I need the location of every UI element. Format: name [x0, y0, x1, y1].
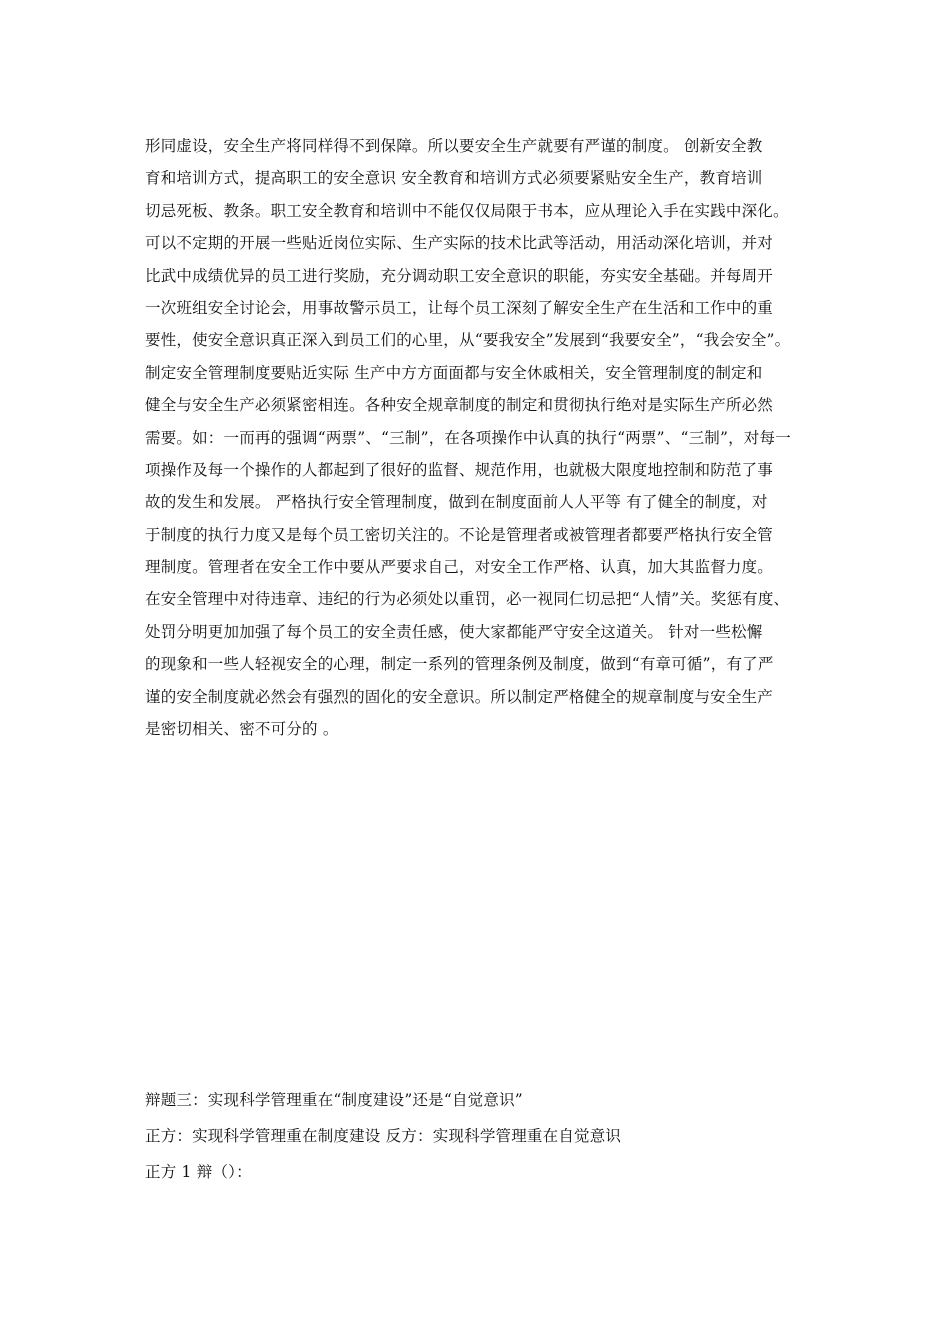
text-line: 谨的安全制度就必然会有强烈的固化的安全意识。所以制定严格健全的规章制度与安全生产	[145, 687, 774, 706]
text-line: 需要。如：一而再的强调“两票”、“三制”，在各项操作中认真的执行“两票”、“三制”，对每一	[145, 428, 791, 447]
text-line: 比武中成绩优异的员工进行奖励，充分调动职工安全意识的职能，夯实安全基础。并每周开	[145, 266, 774, 285]
text-line: 要性，使安全意识真正深入到员工们的心里，从“要我安全”发展到“我要安全”，“我会安全”。	[145, 331, 791, 350]
text-line: 健全与安全生产必须紧密相连。各种安全规章制度的制定和贯彻执行绝对是实际生产所必然	[145, 396, 774, 415]
text-line: 切忌死板、教条。职工安全教育和培训中不能仅仅局限于书本，应从理论入手在实践中深化。	[145, 201, 789, 220]
text-line: 育和培训方式，提高职工的安全意识 安全教育和培训方式必须要紧贴安全生产，教育培训	[145, 169, 763, 188]
text-line: 的现象和一些人轻视安全的心理，制定一系列的管理条例及制度，做到“有章可循”，有了严	[145, 655, 774, 674]
body-paragraph	[145, 130, 815, 745]
text-line: 在安全管理中对待违章、违纪的行为必须处以重罚，必一视同仁切忌把“人情”关。奖惩有度、	[145, 590, 790, 609]
text-line: 处罚分明更加加强了每个员工的安全责任感，使大家都能严守安全这道关。 针对一些松懈	[145, 622, 763, 641]
text-line: 故的发生和发展。 严格执行安全管理制度，做到在制度面前人人平等 有了健全的制度，对	[145, 493, 768, 512]
debate-section	[145, 1082, 815, 1190]
text-line: 可以不定期的开展一些贴近岗位实际、生产实际的技术比武等活动，用活动深化培训，并对	[145, 234, 774, 253]
debate-sides: 正方：实现科学管理重在制度建设 反方：实现科学管理重在自觉意识	[145, 1127, 622, 1145]
text-line: 项操作及每一个操作的人都起到了很好的监督、规范作用，也就极大限度地控制和防范了事	[145, 460, 774, 479]
text-line: 于制度的执行力度又是每个员工密切关注的。不论是管理者或被管理者都要严格执行安全管	[145, 525, 774, 544]
debate-topic: 辩题三：实现科学管理重在“制度建设”还是“自觉意识”	[145, 1091, 523, 1109]
text-line: 是密切相关、密不可分的 。	[145, 720, 339, 739]
text-line: 制定安全管理制度要贴近实际 生产中方方面面都与安全休戚相关，安全管理制度的制定和	[145, 363, 763, 382]
text-line: 形同虚设，安全生产将同样得不到保障。所以要安全生产就要有严谨的制度。 创新安全教	[145, 137, 763, 155]
text-line: 理制度。管理者在安全工作中要从严要求自己，对安全工作严格、认真，加大其监督力度。	[145, 558, 774, 577]
text-line: 一次班组安全讨论会，用事故警示员工，让每个员工深刻了解安全生产在生活和工作中的重	[145, 298, 774, 317]
debate-speaker: 正方 1 辩（）：	[145, 1163, 252, 1181]
